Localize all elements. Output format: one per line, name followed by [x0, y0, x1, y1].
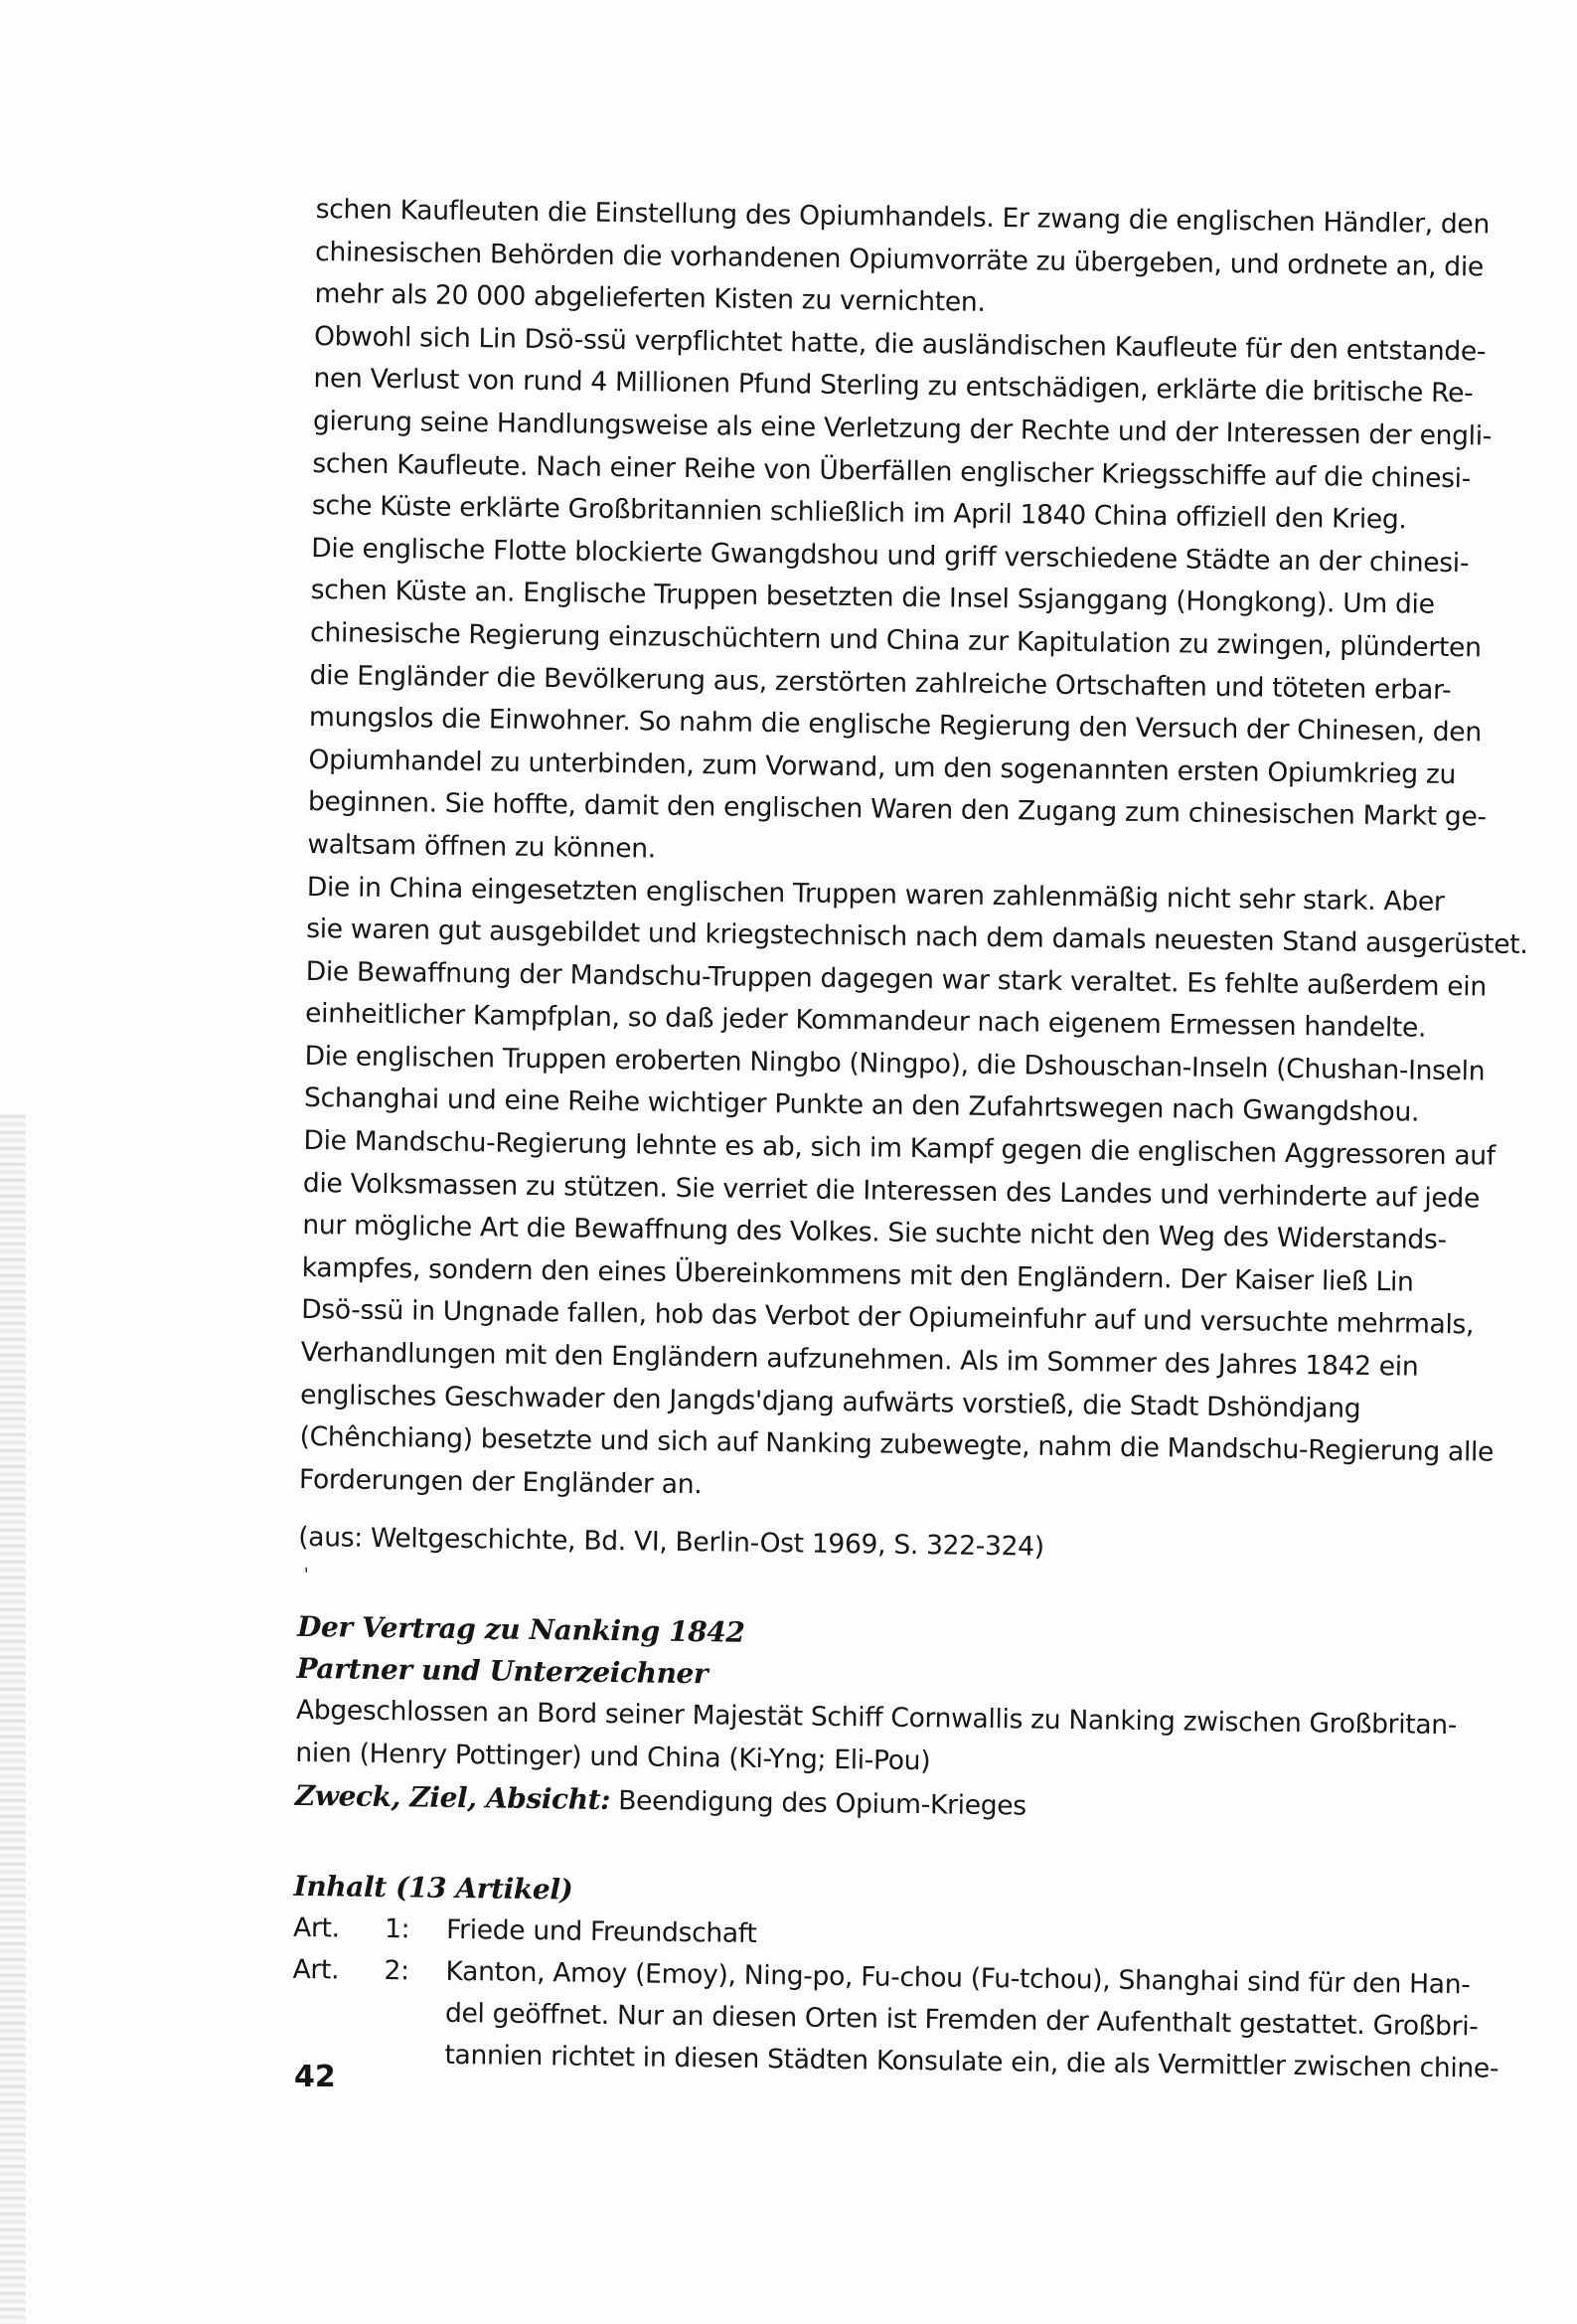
article-label: Art. — [292, 1912, 340, 1944]
body-paragraph-3: Die in China eingesetzten englischen Truppen waren zahlenmäßig nicht sehr stark. Aber sie waren gut ausgebildet und kriegstechnisch nach dem damals neuesten Stand ausgerüstet. Die Bewaffnung der Mandschu-Truppen dagegen war stark veraltet. Es fehlte außerdem ein einheitlicher Kampfplan, so daß jeder Kommandeur nach eigenem Ermessen handelte. Die englischen Truppen eroberten Ningbo (Ningpo), die Dshouschan-Inseln (Chushan-Inseln Schanghai und eine Reihe wichtiger Punkte an den Zufahrtswegen nach Gwangdshou. Die Mandschu-Regierung lehnte es ab, sich im Kampf gegen die englischen Aggressoren auf die Volksmassen zu stützen. Sie verriet die Interessen des Landes und verhinderte auf jede nur mögliche Art die Bewaffnung des Volkes. Sie suchte nicht den Weg des Widerstands- kampfes, sondern den eines Übereinkommens mit den Engländern. Der Kaiser ließ Lin Dsö-ssü in Ungnade fallen, hob das Verbot der Opiumeinfuhr auf und versuchte mehrmals, Verhandlungen mit den Engländern aufzunehmen. Als im Sommer des Jahres 1842 ein englisches Geschwader den Jangds'djang aufwärts vorstieß, die Stadt Dshöndjang (Chênchiang) besetzte und sich auf Nanking zubewegte, nahm die Mandschu-Regierung alle Forderungen der Engländer an. — [298, 871, 1528, 1501]
article-text: Kanton, Amoy (Emoy), Ning-po, Fu-chou (Fu-tchou), Shanghai sind für den Han- del geöffnet. Nur an diesen Orten ist Fremden der Aufenthalt gestattet. Großbri- tannien richtet in diesen Städten Konsulate ein, die als Vermittler zwischen chine- — [444, 1956, 1499, 2084]
treaty-article-2 — [291, 1949, 1547, 2091]
treaty-contents — [291, 1866, 1548, 2091]
source-citation: (aus: Weltgeschichte, Bd. VI, Berlin-Ost 1969, S. 322-324) — [298, 1522, 1044, 1564]
treaty-purpose-text: Beendigung des Opium-Krieges — [618, 1784, 1026, 1822]
page-content — [291, 189, 1570, 2091]
treaty-contents-heading: Inhalt (13 Artikel) — [293, 1870, 573, 1907]
treaty-subtitle: Partner und Unterzeichner — [296, 1652, 709, 1691]
treaty-partners-text: Abgeschlossen an Bord seiner Majestät Schiff Cornwallis zu Nanking zwischen Großbritan- nien (Henry Pottinger) und China (Ki-Yng; Eli-Pou) — [295, 1695, 1458, 1777]
article-number: 2: — [384, 1955, 409, 1987]
article-number: 1: — [384, 1913, 410, 1945]
article-label: Art. — [292, 1954, 340, 1986]
treaty-title: Der Vertrag zu Nanking 1842 — [296, 1610, 745, 1650]
stray-mark: ' — [303, 1565, 309, 1586]
body-paragraph-1: schen Kaufleuten die Einstellung des Opiumhandels. Er zwang die englischen Händler, den chinesischen Behörden die vorhandenen Opiumvorräte zu übergeben, und ordnete an, die mehr als 20 000 abgelieferten Kisten zu vernichten. — [314, 193, 1491, 319]
scan-edge-artifact — [0, 1113, 26, 2324]
article-text: Friede und Freundschaft — [445, 1914, 757, 1950]
treaty-section — [291, 1606, 1551, 2090]
treaty-purpose-label: Zweck, Ziel, Absicht: — [294, 1778, 611, 1816]
body-paragraph-2: Obwohl sich Lin Dsö-ssü verpflichtet hatte, die ausländischen Kaufleute für den entstande- nen Verlust von rund 4 Millionen Pfund Sterling zu entschädigen, erklärte die britische Re- gierung seine Handlungsweise als eine Verletzung der Rechte und der Interessen der engli- schen Kaufleute. Nach einer Reihe von Überfällen englischer Kriegsschiffe auf die chinesi- sche Küste erklärte Großbritannien schließlich im April 1840 China offiziell den Krieg. Die englische Flotte blockierte Gwangdshou und griff verschiedene Städte an der chinesi- schen Küste an. Englische Truppen besetzten die Insel Ssjanggang (Hongkong). Um die chinesische Regierung einzuschüchtern und China zur Kapitulation zu zwingen, plünderten die Engländer die Bevölkerung aus, zerstörten zahlreiche Ortschaften und töteten erbar- mungslos die Einwohner. So nahm die englische Regierung den Versuch der Chinesen, den Opiumhandel zu unterbinden, zum Vorwand, um den sogenannten ersten Opiumkrieg zu beginnen. Sie hoffte, damit den englischen Waren den Zugang zum chinesischen Markt ge- waltsam öffnen zu können. — [307, 320, 1493, 865]
page-number: 42 — [294, 2060, 336, 2094]
